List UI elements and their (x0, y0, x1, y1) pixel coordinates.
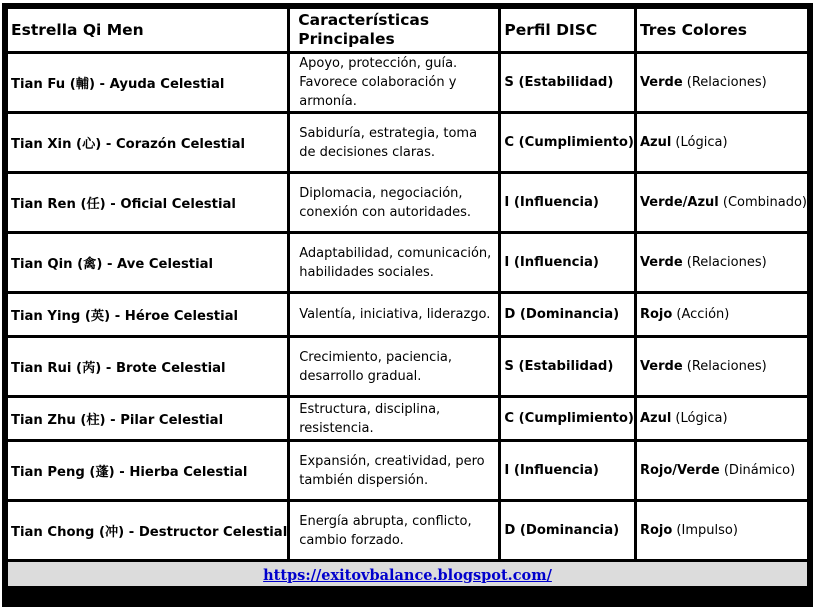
disc-cell: S (Estabilidad) (501, 54, 634, 111)
color-note: (Relaciones) (686, 75, 767, 90)
color-cell (637, 174, 807, 231)
color-name: Rojo (639, 523, 673, 538)
table-row (8, 502, 807, 559)
features-cell: Expansión, creatividad, pero también dispersión. (290, 442, 498, 499)
footer-cell (8, 562, 807, 586)
color-note: (Relaciones) (686, 359, 767, 374)
color-name: Azul (639, 135, 672, 150)
footer-row (8, 562, 807, 586)
star-name: Tian Fu (輔) - Ayuda Celestial (8, 54, 287, 111)
disc-cell: D (Dominancia) (501, 294, 634, 335)
color-cell (637, 234, 807, 291)
qi-men-disc-table (5, 6, 810, 589)
star-name: Tian Peng (蓬) - Hierba Celestial (8, 442, 287, 499)
color-name: Verde (639, 75, 683, 90)
color-note: (Combinado) (722, 195, 807, 210)
table-frame (2, 3, 813, 607)
table-row (8, 114, 807, 171)
features-cell: Estructura, disciplina, resistencia. (290, 398, 498, 439)
disc-cell: I (Influencia) (501, 234, 634, 291)
color-cell (637, 338, 807, 395)
features-cell: Adaptabilidad, comunicación, habilidades sociales. (290, 234, 498, 291)
star-name: Tian Zhu (柱) - Pilar Celestial (8, 398, 287, 439)
star-name: Tian Chong (冲) - Destructor Celestial (8, 502, 287, 559)
star-name: Tian Rui (芮) - Brote Celestial (8, 338, 287, 395)
header-star: Estrella Qi Men (8, 9, 287, 51)
disc-cell: S (Estabilidad) (501, 338, 634, 395)
color-note: (Impulso) (676, 523, 738, 538)
color-name: Verde (639, 359, 683, 374)
color-cell (637, 398, 807, 439)
color-name: Rojo/Verde (639, 463, 720, 478)
table-row (8, 54, 807, 111)
header-features: Características Principales (290, 9, 498, 51)
table-row (8, 294, 807, 335)
star-name: Tian Ying (英) - Héroe Celestial (8, 294, 287, 335)
header-colors: Tres Colores (637, 9, 807, 51)
color-note: (Lógica) (675, 411, 728, 426)
color-cell (637, 502, 807, 559)
color-note: (Dinámico) (723, 463, 796, 478)
color-name: Verde/Azul (639, 195, 719, 210)
table-row (8, 398, 807, 439)
color-cell (637, 54, 807, 111)
star-name: Tian Qin (禽) - Ave Celestial (8, 234, 287, 291)
table-row (8, 442, 807, 499)
color-cell (637, 114, 807, 171)
disc-cell: I (Influencia) (501, 442, 634, 499)
star-name: Tian Xin (心) - Corazón Celestial (8, 114, 287, 171)
color-name: Rojo (639, 307, 673, 322)
features-cell: Valentía, iniciativa, liderazgo. (290, 294, 498, 335)
header-disc: Perfil DISC (501, 9, 634, 51)
features-cell: Diplomacia, negociación, conexión con autoridades. (290, 174, 498, 231)
header-row (8, 9, 807, 51)
star-name: Tian Ren (任) - Oficial Celestial (8, 174, 287, 231)
table-row (8, 338, 807, 395)
color-note: (Acción) (676, 307, 730, 322)
color-name: Azul (639, 411, 672, 426)
blog-link[interactable]: https://exitovbalance.blogspot.com/ (263, 566, 552, 584)
table-row (8, 174, 807, 231)
features-cell: Apoyo, protección, guía. Favorece colaboración y armonía. (290, 54, 498, 111)
disc-cell: I (Influencia) (501, 174, 634, 231)
features-cell: Sabiduría, estrategia, toma de decisiones claras. (290, 114, 498, 171)
table-row (8, 234, 807, 291)
features-cell: Crecimiento, paciencia, desarrollo gradual. (290, 338, 498, 395)
color-cell (637, 294, 807, 335)
color-note: (Relaciones) (686, 255, 767, 270)
color-note: (Lógica) (675, 135, 728, 150)
color-cell (637, 442, 807, 499)
disc-cell: D (Dominancia) (501, 502, 634, 559)
disc-cell: C (Cumplimiento) (501, 398, 634, 439)
color-name: Verde (639, 255, 683, 270)
features-cell: Energía abrupta, conflicto, cambio forzado. (290, 502, 498, 559)
disc-cell: C (Cumplimiento) (501, 114, 634, 171)
